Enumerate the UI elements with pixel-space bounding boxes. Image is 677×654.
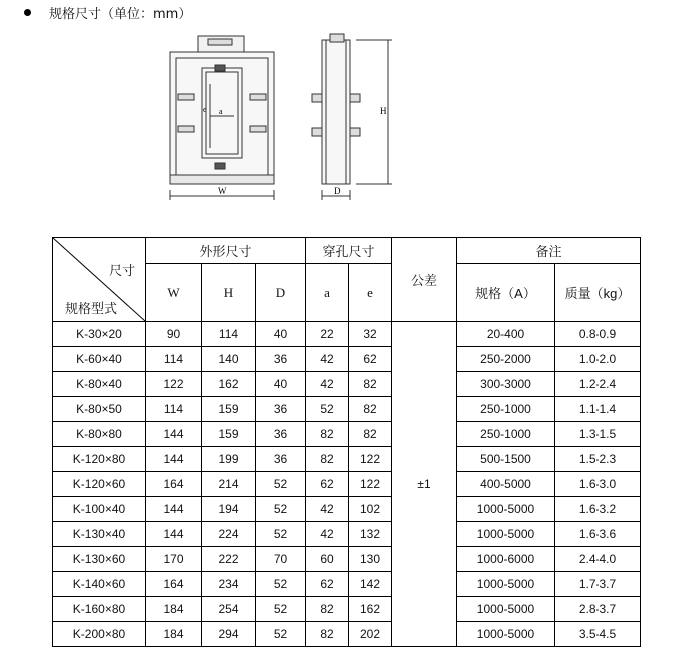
cell-spec: 400-5000 [457,472,555,497]
cell-spec: 500-1500 [457,447,555,472]
front-view [170,36,274,200]
cell-mass: 1.6-3.2 [555,497,641,522]
label-e: e [203,105,207,114]
table-row [53,622,641,647]
table-row [53,497,641,522]
cell-model: K-80×80 [53,422,146,447]
cell-a: 42 [306,522,349,547]
cell-a: 42 [306,372,349,397]
group-hole-header: 穿孔尺寸 [306,238,392,264]
cell-d: 52 [256,572,306,597]
cell-d: 52 [256,497,306,522]
cell-mass: 1.1-1.4 [555,397,641,422]
cell-w: 164 [146,472,202,497]
cell-h: 194 [202,497,256,522]
cell-e: 202 [349,622,392,647]
cell-h: 140 [202,347,256,372]
corner-header [53,238,146,322]
cell-d: 40 [256,372,306,397]
cell-d: 36 [256,347,306,372]
cell-h: 254 [202,597,256,622]
cell-e: 132 [349,522,392,547]
cell-h: 222 [202,547,256,572]
cell-model: K-120×60 [53,472,146,497]
cell-model: K-120×80 [53,447,146,472]
cell-h: 159 [202,422,256,447]
label-w: W [218,186,227,196]
tolerance-header: 公差 [392,238,457,322]
cell-spec: 1000-5000 [457,522,555,547]
col-a-header: a [306,264,349,322]
cell-a: 52 [306,397,349,422]
group-outer-header: 外形尺寸 [146,238,306,264]
cell-d: 70 [256,547,306,572]
corner-top-label: 尺寸 [108,263,135,278]
cell-a: 82 [306,622,349,647]
cell-w: 122 [146,372,202,397]
cell-h: 162 [202,372,256,397]
cell-spec: 20-400 [457,322,555,347]
cell-e: 130 [349,547,392,572]
cell-d: 52 [256,597,306,622]
cell-a: 42 [306,347,349,372]
cell-model: K-60×40 [53,347,146,372]
cell-d: 52 [256,522,306,547]
cell-mass: 1.7-3.7 [555,572,641,597]
cell-mass: 1.6-3.0 [555,472,641,497]
table-row [53,547,641,572]
col-w-header: W [146,264,202,322]
cell-h: 224 [202,522,256,547]
cell-w: 170 [146,547,202,572]
cell-a: 82 [306,422,349,447]
cell-a: 60 [306,547,349,572]
section-heading [24,3,191,22]
dimension-drawing [160,30,400,205]
cell-mass: 1.5-2.3 [555,447,641,472]
cell-model: K-130×60 [53,547,146,572]
cell-d: 52 [256,472,306,497]
cell-a: 82 [306,447,349,472]
col-h-header: H [202,264,256,322]
cell-model: K-80×50 [53,397,146,422]
cell-spec: 300-3000 [457,372,555,397]
cell-d: 36 [256,422,306,447]
cell-h: 214 [202,472,256,497]
cell-model: K-130×40 [53,522,146,547]
label-a: a [219,107,223,116]
cell-h: 234 [202,572,256,597]
cell-spec: 1000-5000 [457,572,555,597]
cell-mass: 1.6-3.6 [555,522,641,547]
label-d: D [334,186,341,196]
col-e-header: e [349,264,392,322]
cell-w: 144 [146,497,202,522]
cell-w: 184 [146,597,202,622]
cell-mass: 2.4-4.0 [555,547,641,572]
tolerance-cell: ±1 [392,322,457,647]
cell-d: 36 [256,447,306,472]
cell-w: 144 [146,422,202,447]
cell-h: 199 [202,447,256,472]
cell-h: 294 [202,622,256,647]
cell-w: 114 [146,397,202,422]
table-row [53,397,641,422]
cell-mass: 0.8-0.9 [555,322,641,347]
cell-e: 62 [349,347,392,372]
cell-spec: 250-2000 [457,347,555,372]
cell-h: 114 [202,322,256,347]
side-view [312,34,392,200]
cell-e: 122 [349,447,392,472]
cell-w: 144 [146,447,202,472]
cell-mass: 1.0-2.0 [555,347,641,372]
corner-bottom-label: 规格型式 [65,301,118,316]
table-row [53,347,641,372]
table-row [53,472,641,497]
notes-header: 备注 [457,238,641,264]
cell-spec: 250-1000 [457,397,555,422]
table-row [53,522,641,547]
cell-model: K-30×20 [53,322,146,347]
cell-spec: 250-1000 [457,422,555,447]
table-row [53,572,641,597]
col-d-header: D [256,264,306,322]
cell-a: 62 [306,572,349,597]
cell-w: 164 [146,572,202,597]
cell-w: 184 [146,622,202,647]
cell-spec: 1000-5000 [457,497,555,522]
table-row [53,372,641,397]
cell-w: 90 [146,322,202,347]
cell-e: 122 [349,472,392,497]
cell-mass: 2.8-3.7 [555,597,641,622]
cell-model: K-140×60 [53,572,146,597]
cell-e: 162 [349,597,392,622]
cell-d: 36 [256,397,306,422]
heading-text: 规格尺寸（单位：mm） [49,7,192,22]
table-row [53,422,641,447]
cell-e: 32 [349,322,392,347]
cell-mass: 3.5-4.5 [555,622,641,647]
table-row [53,322,641,347]
label-h: H [380,106,387,116]
cell-w: 114 [146,347,202,372]
cell-e: 82 [349,397,392,422]
cell-model: K-200×80 [53,622,146,647]
cell-spec: 1000-5000 [457,597,555,622]
table-row [53,447,641,472]
cell-e: 82 [349,372,392,397]
spec-table [52,237,641,647]
cell-a: 82 [306,597,349,622]
cell-a: 62 [306,472,349,497]
cell-model: K-160×80 [53,597,146,622]
cell-a: 42 [306,497,349,522]
cell-spec: 1000-5000 [457,622,555,647]
col-mass-header: 质量（kg） [555,264,641,322]
cell-e: 82 [349,422,392,447]
cell-model: K-100×40 [53,497,146,522]
col-spec-header: 规格（A） [457,264,555,322]
table-row [53,597,641,622]
cell-a: 22 [306,322,349,347]
cell-mass: 1.2-2.4 [555,372,641,397]
cell-h: 159 [202,397,256,422]
cell-w: 144 [146,522,202,547]
cell-e: 102 [349,497,392,522]
cell-e: 142 [349,572,392,597]
cell-model: K-80×40 [53,372,146,397]
bullet-icon [24,9,31,16]
cell-mass: 1.3-1.5 [555,422,641,447]
cell-d: 52 [256,622,306,647]
cell-d: 40 [256,322,306,347]
cell-spec: 1000-6000 [457,547,555,572]
